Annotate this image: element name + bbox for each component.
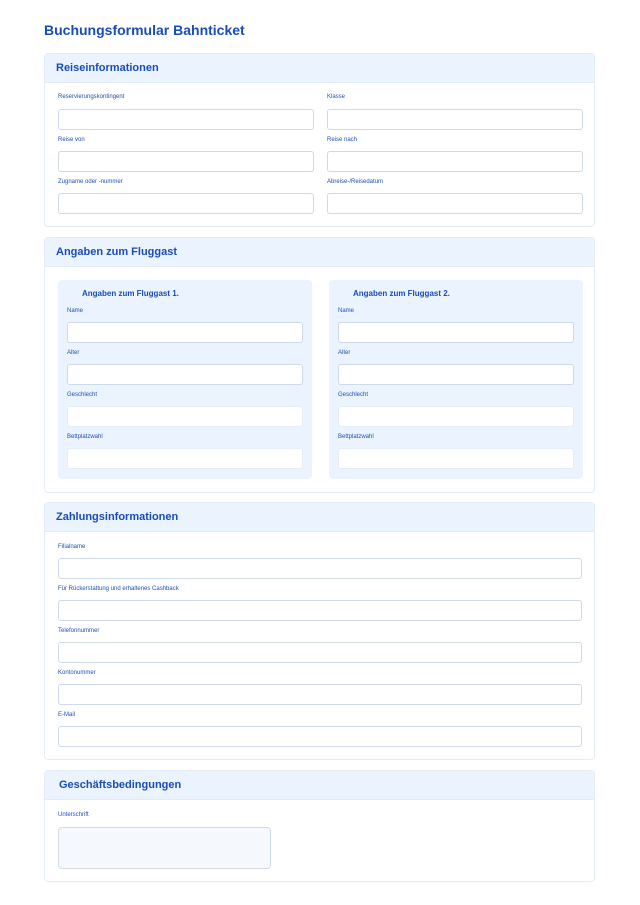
p1-alter-label: Alter <box>67 350 80 356</box>
datum-label: Abreise-/Reisedatum <box>327 179 384 185</box>
p1-bett-field[interactable] <box>67 448 303 469</box>
nach-field[interactable] <box>327 151 583 172</box>
telefon-field[interactable] <box>58 642 582 663</box>
nach-label: Reise nach <box>327 137 358 143</box>
kontingent-field[interactable] <box>58 109 314 130</box>
passenger-1-title: Angaben zum Fluggast 1. <box>82 289 179 298</box>
filiale-label: Filialname <box>58 544 86 550</box>
p2-geschlecht-field[interactable] <box>338 406 574 427</box>
p1-bett-label: Bettplatzwahl <box>67 434 103 440</box>
klasse-label: Klasse <box>327 94 346 100</box>
zug-label: Zugname oder -nummer <box>58 179 123 185</box>
terms-section-header: Geschäftsbedingungen <box>45 771 594 800</box>
kontingent-label: Reservierungskontingent <box>58 94 125 100</box>
p2-name-label: Name <box>338 308 355 314</box>
filiale-field[interactable] <box>58 558 582 579</box>
passengers-section-header: Angaben zum Fluggast <box>45 238 594 267</box>
konto-field[interactable] <box>58 684 582 705</box>
konto-label: Kontonummer <box>58 670 96 676</box>
p2-name-field[interactable] <box>338 322 574 343</box>
email-label: E-Mail <box>58 712 76 718</box>
cashback-label: Für Rückerstattung und erhaltenes Cashback <box>58 586 179 592</box>
zug-field[interactable] <box>58 193 314 214</box>
telefon-label: Telefonnummer <box>58 628 100 634</box>
von-field[interactable] <box>58 151 314 172</box>
p1-alter-field[interactable] <box>67 364 303 385</box>
datum-field[interactable] <box>327 193 583 214</box>
p2-bett-label: Bettplatzwahl <box>338 434 374 440</box>
payment-section <box>44 502 595 760</box>
passenger-2-title: Angaben zum Fluggast 2. <box>353 289 450 298</box>
p2-alter-label: Alter <box>338 350 351 356</box>
p2-alter-field[interactable] <box>338 364 574 385</box>
p1-geschlecht-field[interactable] <box>67 406 303 427</box>
page-title: Buchungsformular Bahnticket <box>44 22 245 38</box>
signature-label: Unterschrift <box>58 812 89 818</box>
terms-section <box>44 770 595 882</box>
klasse-field[interactable] <box>327 109 583 130</box>
p1-name-label: Name <box>67 308 84 314</box>
passenger-2-card <box>329 280 583 479</box>
cashback-field[interactable] <box>58 600 582 621</box>
passenger-1-card <box>58 280 312 479</box>
passengers-section <box>44 237 595 493</box>
p1-geschlecht-label: Geschlecht <box>67 392 98 398</box>
p2-bett-field[interactable] <box>338 448 574 469</box>
email-field[interactable] <box>58 726 582 747</box>
signature-field[interactable] <box>58 827 271 869</box>
travel-section-header: Reiseinformationen <box>45 54 594 83</box>
travel-section <box>44 53 595 227</box>
payment-section-header: Zahlungsinformationen <box>45 503 594 532</box>
von-label: Reise von <box>58 137 85 143</box>
p2-geschlecht-label: Geschlecht <box>338 392 369 398</box>
p1-name-field[interactable] <box>67 322 303 343</box>
